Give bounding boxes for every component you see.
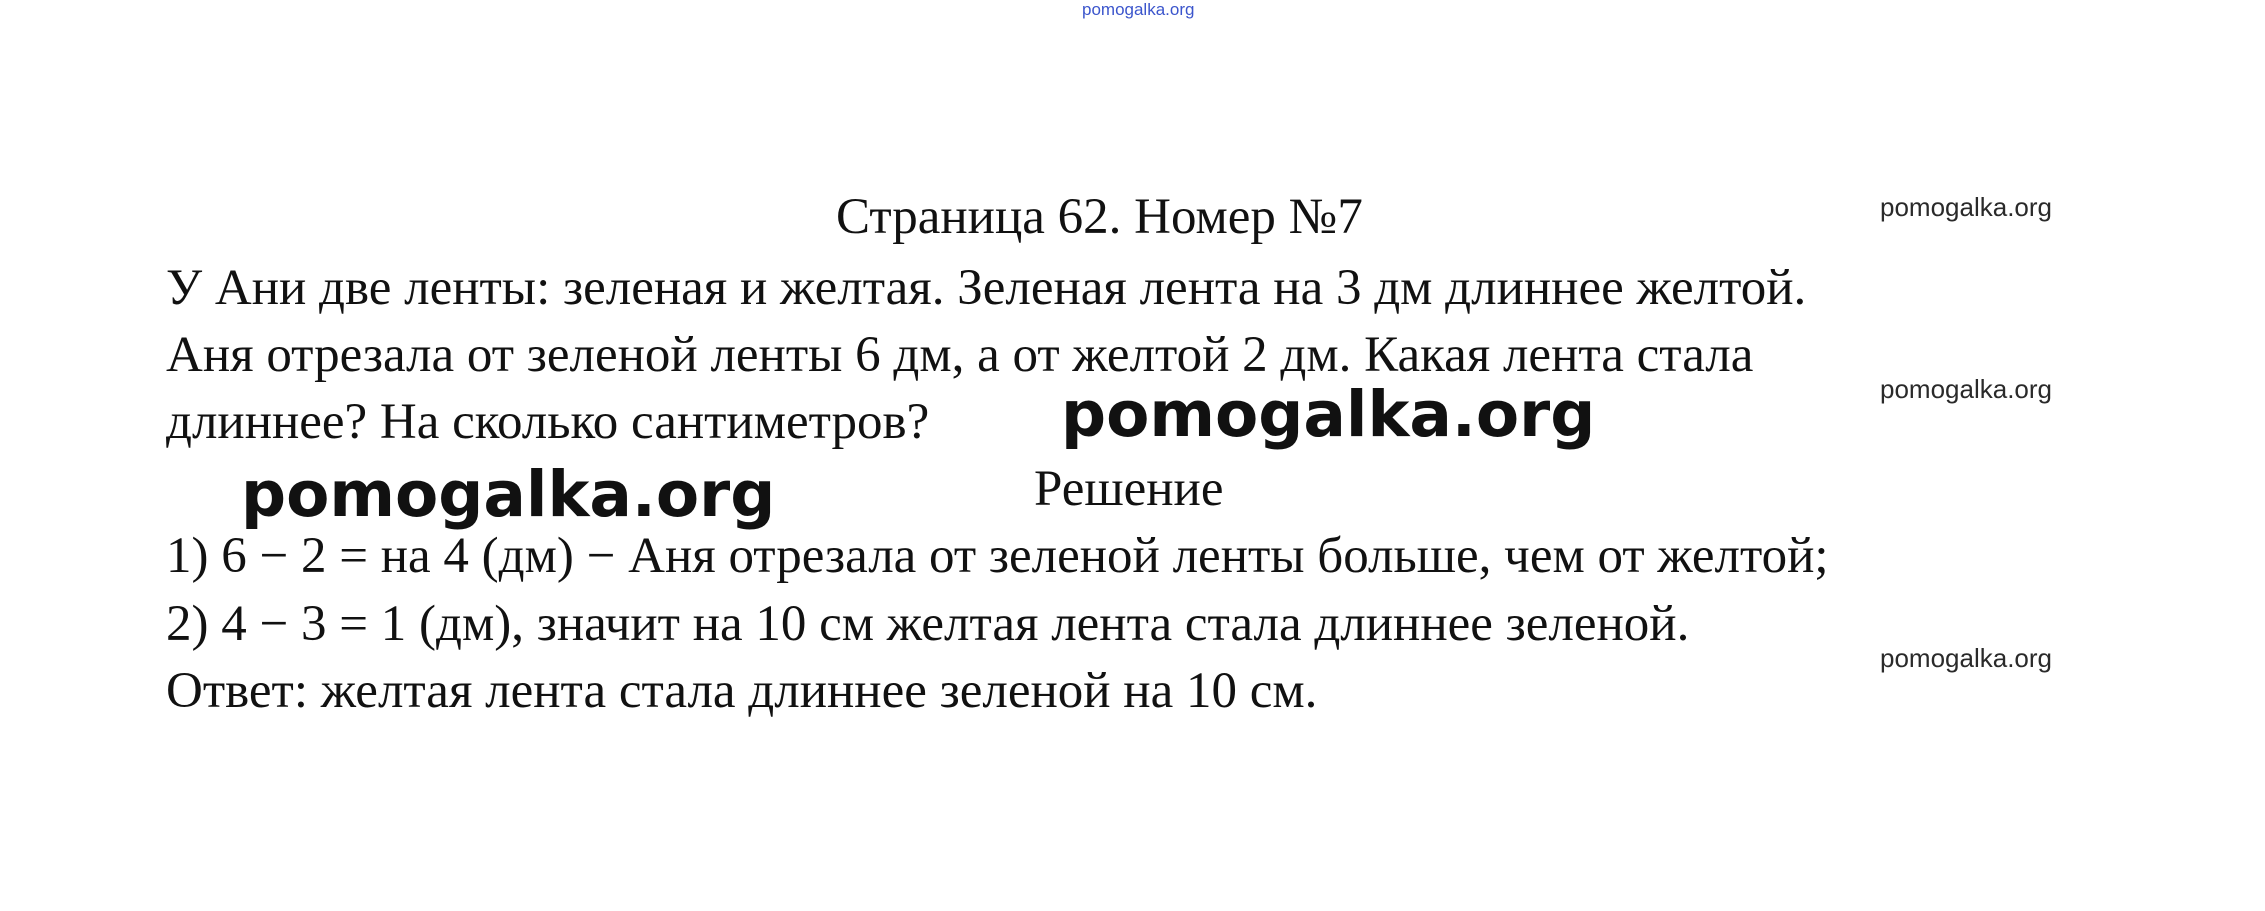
task-line-2: Аня отрезала от зеленой ленты 6 дм, а от желтой 2 дм. Какая лента стала	[166, 327, 1754, 383]
page-title: Страница 62. Номер №7	[836, 189, 1363, 245]
solution-heading: Решение	[1034, 461, 1224, 517]
watermark-small-2: pomogalka.org	[1880, 374, 2052, 404]
top-watermark: pomogalka.org	[1082, 0, 1195, 19]
watermark-big-2: pomogalka.org	[241, 458, 776, 531]
task-line-1: У Ани две ленты: зеленая и желтая. Зеленая лента на 3 дм длиннее желтой.	[166, 260, 1807, 316]
watermark-small-1: pomogalka.org	[1880, 192, 2052, 222]
watermark-small-3: pomogalka.org	[1880, 643, 2052, 673]
answer-line: Ответ: желтая лента стала длиннее зеленой на 10 см.	[166, 663, 1318, 719]
solution-step-2: 2) 4 − 3 = 1 (дм), значит на 10 см желтая лента стала длиннее зеленой.	[166, 596, 1690, 652]
watermark-big-1: pomogalka.org	[1061, 378, 1596, 451]
task-line-3: длиннее? На сколько сантиметров?	[166, 394, 930, 450]
solution-step-1: 1) 6 − 2 = на 4 (дм) − Аня отрезала от зеленой ленты больше, чем от желтой;	[166, 528, 1829, 584]
